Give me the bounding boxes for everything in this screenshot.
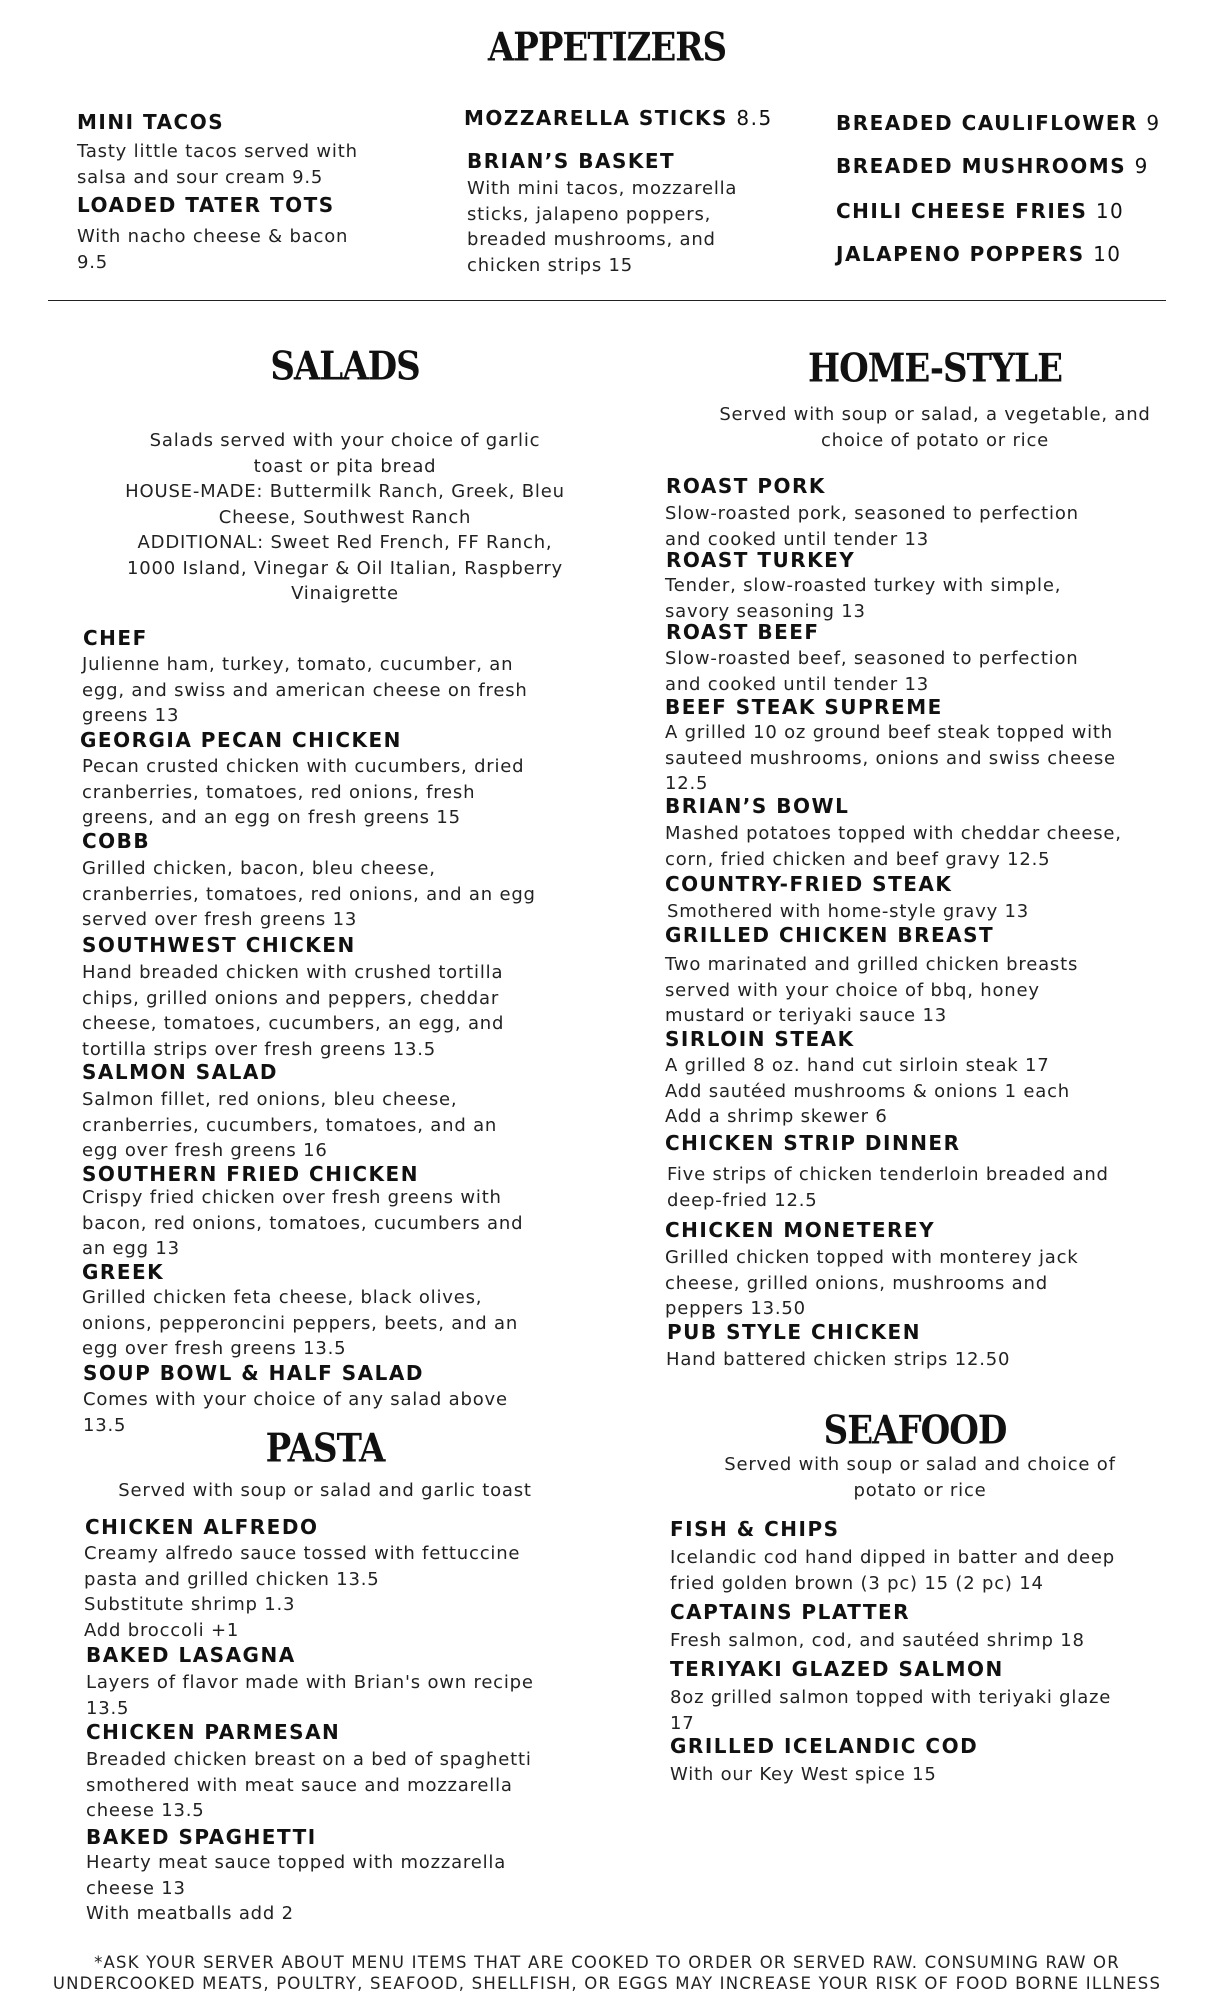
menu-item-name — [464, 106, 773, 131]
menu-item-desc: A grilled 8 oz. hand cut sirloin steak 17 Add sautéed mushrooms & onions 1 each Add a shrimp skewer 6 — [665, 1055, 1071, 1127]
menu-item-label: BREADED CAULIFLOWER — [836, 111, 1138, 135]
menu-item-desc: Creamy alfredo sauce tossed with fettuccine pasta and grilled chicken 13.5 Substitute shrimp 1.3 Add broccoli +1 — [84, 1543, 521, 1641]
footer-line-2: UNDERCOOKED MEATS, POULTRY, SEAFOOD, SHELLFISH, OR EGGS MAY INCREASE YOUR RISK OF FOOD BORNE ILLNESS — [52, 1974, 1162, 1993]
footer-disclaimer — [0, 1952, 1214, 1994]
menu-item-price: 9 — [1134, 154, 1149, 178]
menu-item-name: SOUTHERN FRIED CHICKEN — [82, 1162, 419, 1186]
menu-item-name: CHICKEN STRIP DINNER — [665, 1131, 961, 1155]
seafood-title: SEAFOOD — [823, 1408, 1007, 1454]
seafood-note: Served with soup or salad and choice of potato or rice — [724, 1454, 1116, 1501]
menu-item-desc: Julienne ham, turkey, tomato, cucumber, an egg, and swiss and american cheese on fresh greens 13 — [82, 654, 528, 726]
menu-item-desc: Grilled chicken topped with monterey jack cheese, grilled onions, mushrooms and peppers 13.50 — [665, 1247, 1079, 1319]
menu-item-label: BREADED MUSHROOMS — [836, 154, 1127, 178]
menu-item-desc: Hearty meat sauce topped with mozzarella cheese 13 With meatballs add 2 — [86, 1852, 507, 1924]
footer-line-1: *ASK YOUR SERVER ABOUT MENU ITEMS THAT ARE COOKED TO ORDER OR SERVED RAW. CONSUMING RAW OR — [94, 1953, 1120, 1972]
menu-item-desc: Crispy fried chicken over fresh greens with bacon, red onions, tomatoes, cucumbers and an egg 13 — [82, 1187, 524, 1259]
menu-item-desc: Tasty little tacos served with salsa and sour cream 9.5 — [77, 141, 358, 188]
menu-item-desc: Pecan crusted chicken with cucumbers, dried cranberries, tomatoes, red onions, fresh greens, and an egg on fresh greens 15 — [82, 756, 525, 828]
menu-item-desc: With our Key West spice 15 — [670, 1764, 937, 1785]
menu-item-desc: Hand battered chicken strips 12.50 — [666, 1349, 1011, 1370]
menu-item-desc: Slow-roasted pork, seasoned to perfection and cooked until tender 13 — [665, 503, 1079, 550]
menu-item-price: 10 — [1093, 242, 1122, 266]
menu-item-desc: Breaded chicken breast on a bed of spaghetti smothered with meat sauce and mozzarella cheese 13.5 — [86, 1749, 532, 1821]
menu-item-desc: Comes with your choice of any salad above 13.5 — [83, 1389, 508, 1436]
menu-item-label: CHILI CHEESE FRIES — [836, 199, 1088, 223]
menu-item-name: FISH & CHIPS — [670, 1517, 840, 1541]
menu-item-desc: Five strips of chicken tenderloin breaded and deep-fried 12.5 — [667, 1164, 1109, 1211]
menu-item-name: SOUTHWEST CHICKEN — [82, 933, 356, 957]
menu-item-name: PUB STYLE CHICKEN — [667, 1320, 921, 1344]
menu-item-desc: With nacho cheese & bacon 9.5 — [77, 226, 349, 273]
menu-item-label: MOZZARELLA STICKS — [464, 106, 728, 130]
menu-item-price: 10 — [1095, 199, 1125, 223]
menu-item-price: 9 — [1146, 111, 1161, 135]
menu-item-desc: Grilled chicken feta cheese, black olives, onions, pepperoncini peppers, beets, and an egg over fresh greens 13.5 — [82, 1287, 519, 1359]
menu-item-name: ROAST PORK — [666, 474, 826, 498]
menu-item-name: BRIAN’S BASKET — [467, 149, 676, 173]
menu-item-name — [836, 154, 1149, 179]
salads-note: Salads served with your choice of garlic toast or pita bread HOUSE-MADE: Buttermilk Ranch, Greek, Bleu Cheese, Southwest Ranch ADDITIONAL: Sweet Red French, FF Ranch, 1000 Island, Vinegar & Oil Italian, Raspberry Vinaigrette — [125, 430, 565, 604]
menu-item-name: TERIYAKI GLAZED SALMON — [670, 1657, 1004, 1681]
menu-item-name: CHICKEN MONETEREY — [665, 1218, 936, 1242]
menu-item-name: GREEK — [82, 1260, 165, 1284]
menu-item-name: GRILLED CHICKEN BREAST — [665, 923, 995, 947]
menu-item-desc: A grilled 10 oz ground beef steak topped with sauteed mushrooms, onions and swiss cheese 12.5 — [665, 722, 1116, 794]
menu-item-name: CHICKEN PARMESAN — [86, 1720, 341, 1744]
menu-item-name: ROAST TURKEY — [666, 548, 856, 572]
menu-item-price: 8.5 — [736, 106, 773, 130]
menu-item-name: SOUP BOWL & HALF SALAD — [83, 1361, 424, 1385]
menu-item-name: MINI TACOS — [77, 110, 225, 134]
menu-item-name: BAKED LASAGNA — [86, 1643, 296, 1667]
menu-item-name: SIRLOIN STEAK — [665, 1027, 855, 1051]
menu-item-desc: 8oz grilled salmon topped with teriyaki glaze 17 — [670, 1687, 1112, 1734]
menu-item-name: LOADED TATER TOTS — [77, 193, 335, 217]
menu-item-name: CHEF — [83, 626, 148, 650]
section-divider — [48, 300, 1166, 301]
menu-item-name: CAPTAINS PLATTER — [670, 1600, 911, 1624]
menu-item-desc: With mini tacos, mozzarella sticks, jalapeno poppers, breaded mushrooms, and chicken strips 15 — [467, 178, 738, 276]
menu-item-desc: Salmon fillet, red onions, bleu cheese, cranberries, cucumbers, tomatoes, and an egg over fresh greens 16 — [82, 1089, 498, 1161]
menu-item-desc: Layers of flavor made with Brian's own recipe 13.5 — [86, 1672, 534, 1719]
menu-item-name: COBB — [82, 829, 151, 853]
menu-item-name: BAKED SPAGHETTI — [86, 1825, 317, 1849]
menu-item-name — [836, 242, 1122, 267]
menu-item-desc: Smothered with home-style gravy 13 — [667, 901, 1030, 922]
pasta-note: Served with soup or salad and garlic toast — [118, 1480, 532, 1501]
homestyle-title: HOME-STYLE — [808, 346, 1062, 392]
menu-item-name: COUNTRY-FRIED STEAK — [665, 872, 953, 896]
menu-item-desc: Hand breaded chicken with crushed tortilla chips, grilled onions and peppers, cheddar cheese, tomatoes, cucumbers, an egg, and tortilla strips over fresh greens 13.5 — [82, 962, 505, 1060]
menu-item-name: ROAST BEEF — [666, 620, 820, 644]
menu-item-name — [836, 199, 1124, 224]
menu-item-desc: Two marinated and grilled chicken breasts served with your choice of bbq, honey mustard or teriyaki sauce 13 — [665, 954, 1079, 1026]
salads-title: SALADS — [270, 344, 420, 390]
menu-item-name — [836, 111, 1161, 136]
menu-item-label: JALAPENO POPPERS — [836, 242, 1085, 266]
menu-item-desc: Tender, slow-roasted turkey with simple, savory seasoning 13 — [665, 575, 1062, 622]
menu-item-name: BEEF STEAK SUPREME — [665, 695, 943, 719]
pasta-title: PASTA — [265, 1426, 385, 1472]
menu-item-desc: Grilled chicken, bacon, bleu cheese, cranberries, tomatoes, red onions, and an egg served over fresh greens 13 — [82, 858, 536, 930]
menu-item-name: SALMON SALAD — [82, 1060, 278, 1084]
menu-item-name: BRIAN’S BOWL — [665, 794, 850, 818]
menu-item-name: GRILLED ICELANDIC COD — [670, 1734, 979, 1758]
menu-item-desc: Fresh salmon, cod, and sautéed shrimp 18 — [670, 1630, 1085, 1651]
menu-item-desc: Mashed potatoes topped with cheddar cheese, corn, fried chicken and beef gravy 12.5 — [665, 823, 1122, 870]
appetizers-title: APPETIZERS — [487, 25, 727, 71]
menu-item-name: GEORGIA PECAN CHICKEN — [80, 728, 402, 752]
menu-item-desc: Icelandic cod hand dipped in batter and deep fried golden brown (3 pc) 15 (2 pc) 14 — [670, 1547, 1115, 1594]
menu-item-desc: Slow-roasted beef, seasoned to perfection and cooked until tender 13 — [665, 648, 1079, 695]
menu-item-name: CHICKEN ALFREDO — [85, 1515, 319, 1539]
homestyle-note: Served with soup or salad, a vegetable, and choice of potato or rice — [719, 404, 1151, 451]
